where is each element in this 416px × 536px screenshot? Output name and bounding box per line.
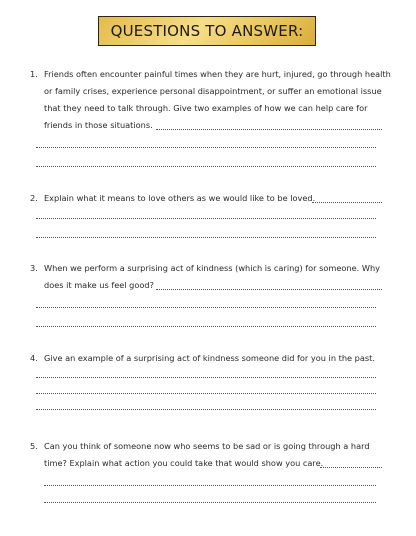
answer-line[interactable] (36, 377, 376, 378)
answer-line[interactable] (156, 289, 382, 290)
question-text: Can you think of someone now who seems to be sad or is going through a hard (44, 441, 370, 451)
page-title: QUESTIONS TO ANSWER: (110, 22, 304, 40)
question-4 (30, 350, 382, 367)
answer-line[interactable] (36, 218, 376, 219)
question-number: 1. (30, 69, 38, 79)
title-banner (98, 16, 316, 46)
question-3 (30, 260, 382, 294)
question-number: 4. (30, 353, 38, 363)
question-5 (30, 438, 382, 472)
answer-line[interactable] (36, 307, 376, 308)
question-number: 5. (30, 441, 38, 451)
answer-line[interactable] (36, 409, 376, 410)
answer-line[interactable] (36, 147, 376, 148)
question-text: friends in those situations. (44, 120, 153, 130)
answer-line[interactable] (44, 485, 376, 486)
question-text: Explain what it means to love others as we would like to be loved. (44, 193, 316, 203)
answer-line[interactable] (44, 502, 376, 503)
answer-line[interactable] (36, 326, 376, 327)
question-text: that they need to talk through. Give two examples of how we can help care for (44, 103, 368, 113)
question-text: time? Explain what action you could take that would show you care. (44, 458, 324, 468)
answer-line[interactable] (320, 467, 382, 468)
question-number: 2. (30, 193, 38, 203)
answer-line[interactable] (36, 393, 376, 394)
question-text: When we perform a surprising act of kindness (which is caring) for someone. Why (44, 263, 380, 273)
answer-line[interactable] (156, 129, 382, 130)
answer-line[interactable] (36, 166, 376, 167)
answer-line[interactable] (312, 202, 382, 203)
question-text: or family crises, experience personal disappointment, or suffer an emotional issue (44, 86, 382, 96)
question-text: Friends often encounter painful times when they are hurt, injured, go through health (44, 69, 391, 79)
question-number: 3. (30, 263, 38, 273)
question-1 (30, 66, 391, 134)
question-text: does it make us feel good? (44, 280, 154, 290)
answer-line[interactable] (36, 237, 376, 238)
question-2 (30, 190, 382, 207)
question-text: Give an example of a surprising act of kindness someone did for you in the past. (44, 353, 375, 363)
